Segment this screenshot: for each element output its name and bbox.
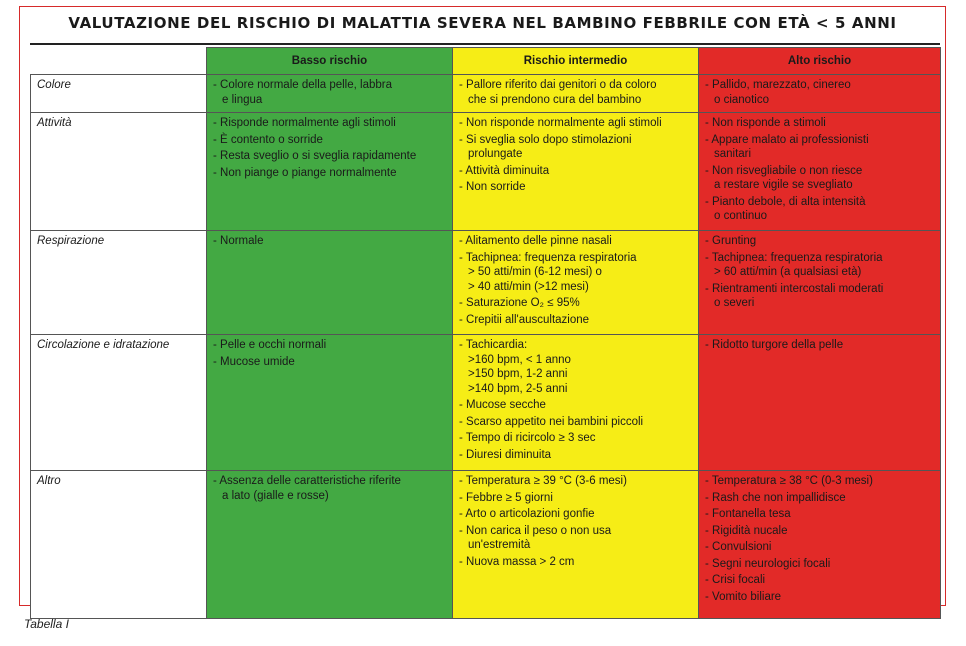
row-label: Circolazione e idratazione [31, 335, 207, 471]
criterion-item: - Febbre ≥ 5 giorni [459, 491, 693, 506]
criterion-item: - Normale [213, 234, 447, 249]
table-row [31, 113, 941, 231]
cell-low-risk [207, 231, 453, 335]
criterion-item: - Fontanella tesa [705, 507, 935, 522]
criteria-list [213, 474, 447, 503]
criterion-item: - Mucose secche [459, 398, 693, 413]
criterion-item: - Crepitii all'auscultazione [459, 313, 693, 328]
criterion-item: - Pelle e occhi normali [213, 338, 447, 353]
criterion-item: - Risponde normalmente agli stimoli [213, 116, 447, 131]
criterion-item: - Tachipnea: frequenza respiratoria > 50 atti/min (6-12 mesi) o > 40 atti/min (>12 mesi) [459, 251, 693, 295]
criterion-item: - Si sveglia solo dopo stimolazioni prolungate [459, 133, 693, 162]
criteria-list [459, 116, 693, 195]
criterion-item: - Resta sveglio o si sveglia rapidamente [213, 149, 447, 164]
table-row [31, 471, 941, 619]
criteria-list [705, 474, 935, 604]
table-title: VALUTAZIONE DEL RISCHIO DI MALATTIA SEVERA NEL BAMBINO FEBBRILE CON ETÀ < 5 ANNI [68, 14, 897, 32]
table-body [31, 75, 941, 619]
criterion-item: - Tachipnea: frequenza respiratoria > 60 atti/min (a qualsiasi età) [705, 251, 935, 280]
table-row [31, 335, 941, 471]
criteria-list [213, 234, 447, 249]
cell-low-risk [207, 471, 453, 619]
header-low-risk: Basso rischio [207, 48, 453, 75]
criteria-list [705, 234, 935, 311]
criterion-item: - Pallido, marezzato, cinereo o cianotico [705, 78, 935, 107]
criterion-item: - Alitamento delle pinne nasali [459, 234, 693, 249]
criterion-item: - Non carica il peso o non usa un'estremità [459, 524, 693, 553]
table-caption: Tabella I [24, 617, 69, 631]
table-row [31, 75, 941, 113]
criteria-list [705, 78, 935, 107]
criterion-item: - Non risponde a stimoli [705, 116, 935, 131]
criterion-item: - Vomito biliare [705, 590, 935, 605]
criterion-item: - Saturazione O₂ ≤ 95% [459, 296, 693, 311]
cell-high-risk [699, 335, 941, 471]
criterion-item: - Temperatura ≥ 39 °C (3-6 mesi) [459, 474, 693, 489]
cell-low-risk [207, 335, 453, 471]
criterion-item: - Non risvegliabile o non riesce a restare vigile se svegliato [705, 164, 935, 193]
criteria-list [213, 78, 447, 107]
criterion-item: - Colore normale della pelle, labbra e lingua [213, 78, 447, 107]
criteria-list [459, 78, 693, 107]
cell-mid-risk [453, 113, 699, 231]
criterion-item: - Segni neurologici focali [705, 557, 935, 572]
criterion-item: - Non risponde normalmente agli stimoli [459, 116, 693, 131]
criterion-item: - Grunting [705, 234, 935, 249]
criterion-item: - Rigidità nucale [705, 524, 935, 539]
cell-high-risk [699, 113, 941, 231]
criterion-item: - Tempo di ricircolo ≥ 3 sec [459, 431, 693, 446]
criterion-item: - Mucose umide [213, 355, 447, 370]
criteria-list [459, 338, 693, 462]
header-high-risk: Alto rischio [699, 48, 941, 75]
row-label: Altro [31, 471, 207, 619]
cell-low-risk [207, 75, 453, 113]
row-label: Respirazione [31, 231, 207, 335]
criterion-item: - Appare malato ai professionisti sanitari [705, 133, 935, 162]
criterion-item: - Rash che non impallidisce [705, 491, 935, 506]
criterion-item: - Assenza delle caratteristiche riferite a lato (gialle e rosse) [213, 474, 447, 503]
cell-mid-risk [453, 471, 699, 619]
cell-high-risk [699, 75, 941, 113]
criterion-item: - Convulsioni [705, 540, 935, 555]
header-blank [31, 48, 207, 75]
header-row [31, 48, 941, 75]
criterion-item: - Arto o articolazioni gonfie [459, 507, 693, 522]
criterion-item: - Scarso appetito nei bambini piccoli [459, 415, 693, 430]
criteria-list [459, 474, 693, 569]
cell-mid-risk [453, 75, 699, 113]
title-rule [30, 43, 940, 45]
table-row [31, 231, 941, 335]
criterion-item: - Ridotto turgore della pelle [705, 338, 935, 353]
criterion-item: - Pallore riferito dai genitori o da coloro che si prendono cura del bambino [459, 78, 693, 107]
criterion-item: - Non sorride [459, 180, 693, 195]
row-label: Attività [31, 113, 207, 231]
cell-mid-risk [453, 335, 699, 471]
criterion-item: - È contento o sorride [213, 133, 447, 148]
criteria-list [705, 338, 935, 353]
risk-table [30, 47, 941, 619]
criteria-list [705, 116, 935, 224]
header-mid-risk: Rischio intermedio [453, 48, 699, 75]
criteria-list [213, 338, 447, 369]
criterion-item: - Diuresi diminuita [459, 448, 693, 463]
criterion-item: - Nuova massa > 2 cm [459, 555, 693, 570]
criterion-item: - Tachicardia: >160 bpm, < 1 anno >150 bpm, 1-2 anni >140 bpm, 2-5 anni [459, 338, 693, 396]
criterion-item: - Attività diminuita [459, 164, 693, 179]
row-label: Colore [31, 75, 207, 113]
criteria-list [459, 234, 693, 327]
cell-low-risk [207, 113, 453, 231]
cell-high-risk [699, 471, 941, 619]
criterion-item: - Pianto debole, di alta intensità o continuo [705, 195, 935, 224]
criterion-item: - Crisi focali [705, 573, 935, 588]
cell-high-risk [699, 231, 941, 335]
criterion-item: - Temperatura ≥ 38 °C (0-3 mesi) [705, 474, 935, 489]
criterion-item: - Rientramenti intercostali moderati o severi [705, 282, 935, 311]
criteria-list [213, 116, 447, 180]
cell-mid-risk [453, 231, 699, 335]
criterion-item: - Non piange o piange normalmente [213, 166, 447, 181]
